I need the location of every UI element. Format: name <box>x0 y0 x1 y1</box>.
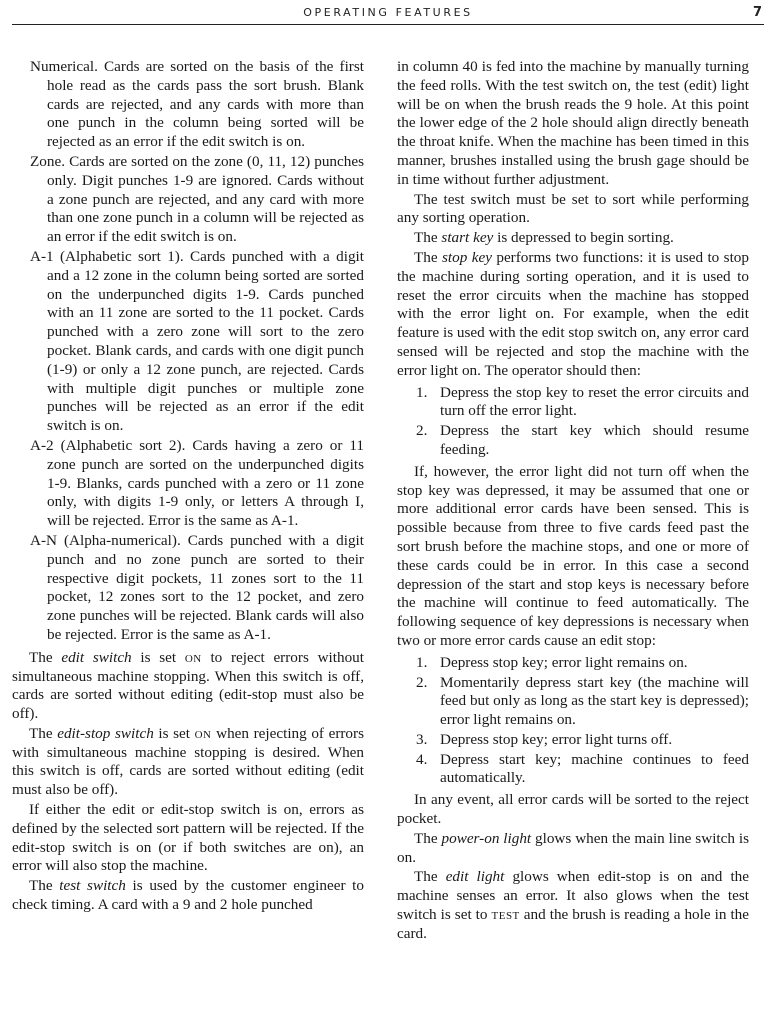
small-caps-test: test <box>491 906 520 924</box>
text-run: glows when edit-stop is on and the machine senses an error. It also glows when the test switch is set to <box>397 868 749 924</box>
text-run: is depressed to begin sorting. <box>493 229 674 247</box>
list-number: 4. <box>416 750 428 768</box>
sort-mode-term: Numerical. <box>30 58 98 75</box>
list-number: 1. <box>416 383 428 401</box>
either-switch-paragraph: If either the edit or edit-stop switch is on, errors as defined by the selected sort pattern will be rejected. If the edit-stop switch is on (or if both switches are on), an error will also stop the machine. <box>12 801 364 875</box>
right-column <box>397 58 749 945</box>
text-run: and the brush is reading a hole in the card. <box>397 906 749 942</box>
edit-light-paragraph <box>397 868 749 943</box>
header-title: OPERATING FEATURES <box>303 6 473 19</box>
list-item <box>416 674 749 730</box>
term-stop-key: stop key <box>442 248 492 266</box>
small-caps-on: on <box>184 648 202 666</box>
sort-mode-term: Zone. <box>30 152 66 170</box>
list-item <box>416 751 749 789</box>
any-event-paragraph: In any event, all error cards will be sorted to the reject pocket. <box>397 791 749 828</box>
term-start-key: start key <box>441 229 494 247</box>
list-item <box>416 422 749 460</box>
sort-mode-text: Cards punched with a digit punch and no zone punch are sorted to their respective digit pockets, 11 zones sort to the 11 pocket, 12 zones sort to the 12 pocket, and zero zone punches will be rejected. Blank cards will also be rejected. Error is the same as A-1. <box>47 531 364 643</box>
page-number: 7 <box>752 5 762 20</box>
text-run: The <box>414 868 446 886</box>
text-run: The <box>414 229 442 247</box>
text-run: when rejecting of errors with simultaneous machine stopping is desired. When this switch is off, cards are sorted without editing (edit must also be off). <box>12 724 364 799</box>
test-switch-paragraph <box>12 877 364 915</box>
text-run: The <box>29 648 62 666</box>
term-power-on-light: power-on light <box>441 829 532 847</box>
term-edit-stop-switch: edit-stop switch <box>57 724 154 742</box>
sort-mode-numerical <box>30 58 364 152</box>
start-key-paragraph <box>397 229 749 248</box>
text-run: glows when the main line switch is on. <box>397 829 749 866</box>
sort-mode-text: Cards are sorted on the basis of the first hole read as the cards pass the sort brush. Blank cards are rejected, and any cards with more than one punch in the column being sorted will be rejected as an error if the edit switch is on. <box>47 58 364 151</box>
list-item <box>416 731 749 750</box>
list-number: 2. <box>416 422 428 440</box>
term-edit-light: edit light <box>445 868 505 886</box>
list-text: Momentarily depress start key (the machine will feed but only as long as the start key is depressed); error light remains on. <box>440 673 749 729</box>
sort-mode-a1 <box>30 248 364 436</box>
text-run: is set <box>131 648 185 666</box>
text-run: The <box>29 877 60 895</box>
power-on-light-paragraph <box>397 830 749 868</box>
list-item <box>416 654 749 673</box>
list-text: Depress stop key; error light remains on. <box>440 653 688 671</box>
running-header <box>12 4 764 25</box>
sort-mode-zone <box>30 153 364 247</box>
test-switch-continued: in column 40 is fed into the machine by manually turning the feed rolls. With the test switch on, the test (edit) light will be on when the brush reads the 9 hole. At this point the lower edge of the 2 hole should align directly beneath the throat knife. When the machine has been timed in this manner, brushes installed using the brush gage should be in time without further adjustment. <box>397 58 749 188</box>
list-number: 3. <box>416 730 428 748</box>
edit-stop-switch-paragraph <box>12 725 364 800</box>
term-test-switch: test switch <box>59 877 126 895</box>
text-run: The <box>29 724 58 742</box>
text-run: The <box>414 829 442 847</box>
text-run: The <box>414 248 443 266</box>
text-run: is used by the customer engineer to check timing. A card with a 9 and 2 hole punched <box>12 877 364 914</box>
list-text: Depress start key; machine continues to feed automatically. <box>440 750 749 787</box>
list-text: Depress the start key which should resume feeding. <box>440 422 749 458</box>
sort-mode-term: A-N (Alpha-numerical). <box>30 531 181 549</box>
sort-mode-text: Cards punched with a digit and a 12 zone in the column being sorted are sorted on the underpunched digits 1-9. Cards punched with an 11 zone are sorted to the 11 pocket. Cards punched with a zero zone will sort to the zero pocket. Blank cards, and cards with one digit punch (1-9) or only a 12 zone punch, are rejected. Cards with multiple digit punches or multiple zone punches will be rejected as an error if the edit switch is on. <box>47 247 364 435</box>
list-text: Depress stop key; error light turns off. <box>440 730 673 748</box>
list-text: Depress the stop key to reset the error circuits and turn off the error light. <box>440 383 749 420</box>
sort-mode-a2 <box>30 437 364 531</box>
text-run: to reject errors without simultaneous machine stopping. When this switch is off, cards are sorted without editing (edit-stop must also be off). <box>12 648 364 723</box>
test-switch-sort-paragraph: The test switch must be set to sort while performing any sorting operation. <box>397 190 749 227</box>
edit-switch-paragraph <box>12 649 364 724</box>
however-paragraph: If, however, the error light did not turn off when the stop key was depressed, it may be assumed that one or more additional error cards have been sensed. This is possible because from three to five cards feed past the sort brush before the machine stops, and one or more of these cards could be in error. In this case a second depression of the start and stop keys is necessary before the machine will continue to feed automatically. The following sequence of key depressions is necessary when two or more error cards cause an edit stop: <box>397 462 749 649</box>
list-item <box>416 384 749 422</box>
left-column <box>12 58 364 916</box>
sort-mode-term: A-2 (Alphabetic sort 2). <box>30 436 186 454</box>
text-run: performs two functions: it is used to stop the machine during sorting operation, and it is used to reset the error circuits when the machine has stopped with the error light on. For example, when the edit feature is used with the edit stop switch on, any error card sensed will be rejected and stop the machine with the error light on. The operator should then: <box>397 248 749 379</box>
sort-mode-text: Cards are sorted on the zone (0, 11, 12) punches only. Digit punches 1-9 are ignored. Cards without a zone punch are rejected, and any card with more than one zone punch in a column will be rejected as an error if the edit switch is on. <box>47 152 364 246</box>
term-edit-switch: edit switch <box>61 648 132 666</box>
list-number: 2. <box>416 673 428 691</box>
list-number: 1. <box>416 653 428 671</box>
sort-mode-text: Cards having a zero or 11 zone punch are sorted on the underpunched digits 1-9. Blanks, cards punched with a zero or 11 zone only, with digits 1-9 only, or letters A through I, will be rejected. Error is the same as A-1. <box>47 436 364 530</box>
text-run: is set <box>153 724 195 742</box>
stop-key-paragraph <box>397 249 749 381</box>
sort-mode-an <box>30 532 364 645</box>
small-caps-on: on <box>194 724 212 742</box>
sort-mode-term: A-1 (Alphabetic sort 1). <box>30 247 184 265</box>
